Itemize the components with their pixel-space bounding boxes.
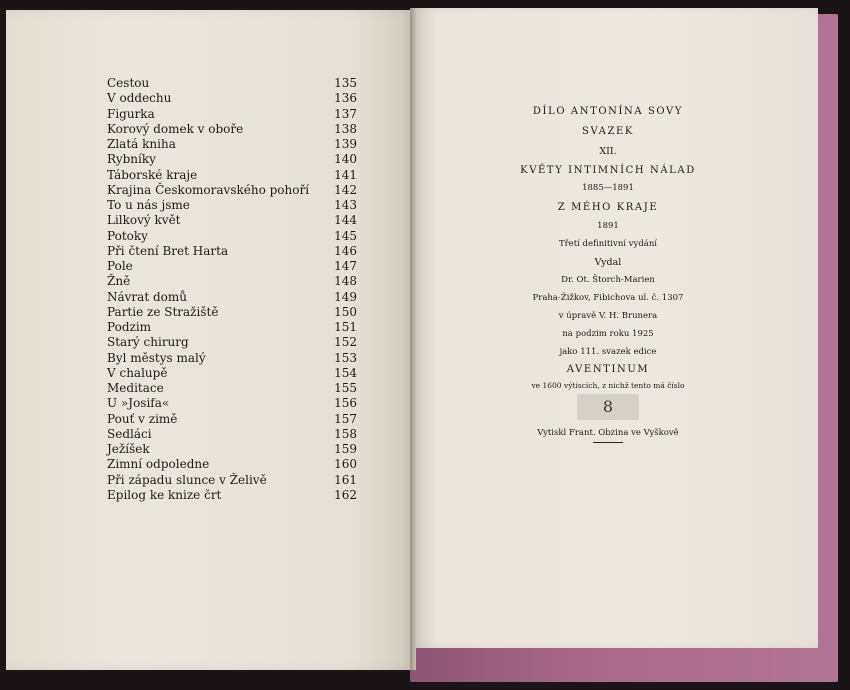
- toc-entry: [107, 107, 357, 122]
- toc-entry: [107, 351, 357, 366]
- toc-entry-page: 138: [334, 121, 357, 136]
- toc-entry: [107, 305, 357, 320]
- toc-entry-page: 144: [334, 213, 357, 228]
- toc-entry-page: 137: [334, 106, 357, 121]
- work-years-one: 1885—1891: [582, 183, 634, 193]
- toc-entry: [107, 488, 357, 503]
- toc-entry-page: 161: [334, 472, 357, 487]
- toc-entry-page: 141: [334, 167, 357, 182]
- toc-entry-title: Pouť v zimě: [107, 411, 178, 426]
- toc-entry: [107, 290, 357, 305]
- copy-number: 8: [577, 394, 639, 420]
- toc-entry-title: U »Josifa«: [107, 396, 170, 411]
- toc-entry-title: Meditace: [107, 381, 164, 395]
- toc-entry: [107, 366, 357, 381]
- publication-date: na podzim roku 1925: [562, 329, 654, 339]
- printer-credit: Vytiskl Frant. Obzina ve Vyškově: [537, 428, 679, 438]
- toc-entry: [107, 244, 357, 259]
- closing-rule: [593, 442, 623, 443]
- toc-entry-page: 149: [334, 289, 357, 304]
- toc-entry-page: 135: [334, 76, 357, 90]
- toc-entry: [107, 213, 357, 228]
- toc-entry-page: 158: [334, 426, 357, 441]
- toc-entry-page: 159: [334, 442, 357, 456]
- toc-entry: [107, 335, 357, 350]
- toc-entry-title: Byl městys malý: [107, 350, 206, 365]
- toc-entry-page: 136: [334, 91, 357, 106]
- toc-entry-page: 143: [334, 198, 357, 212]
- publisher-name: Dr. Ot. Štorch-Marien: [561, 275, 655, 285]
- toc-entry-title: Žně: [107, 274, 131, 289]
- work-title-one: KVĚTY INTIMNÍCH NÁLAD: [520, 165, 696, 176]
- work-title-two: Z MÉHO KRAJE: [557, 202, 659, 213]
- book-gutter: [410, 8, 416, 670]
- toc-entry: [107, 76, 357, 91]
- toc-entry-title: Starý chirurg: [107, 335, 189, 350]
- toc-entry-page: 150: [334, 304, 357, 319]
- toc-entry: [107, 229, 357, 244]
- toc-entry: [107, 320, 357, 335]
- work-year-two: 1891: [597, 221, 619, 231]
- toc-entry: [107, 91, 357, 106]
- toc-entry: [107, 381, 357, 396]
- toc-entry-page: 139: [334, 137, 357, 151]
- toc-entry: [107, 198, 357, 213]
- edition-note: jako 111. svazek edice: [559, 347, 657, 357]
- toc-entry-title: Při západu slunce v Želivě: [107, 472, 267, 487]
- toc-entry-page: 142: [334, 182, 357, 197]
- toc-entry: [107, 396, 357, 411]
- toc-entry-title: Podzim: [107, 320, 152, 334]
- toc-entry-title: Táborské kraje: [107, 167, 198, 182]
- publisher-address: Praha-Žižkov, Fibichova ul. č. 1307: [532, 293, 684, 303]
- imprint-block: [470, 106, 746, 443]
- toc-entry-page: 151: [334, 320, 357, 334]
- toc-entry-title: Ježíšek: [107, 442, 150, 456]
- published-by-label: Vydal: [594, 257, 622, 268]
- toc-entry-page: 162: [334, 487, 357, 502]
- toc-entry-title: Cestou: [107, 76, 150, 90]
- toc-entry-title: V oddechu: [107, 91, 172, 106]
- toc-entry: [107, 168, 357, 183]
- toc-entry-title: Korový domek v oboře: [107, 121, 244, 136]
- toc-entry-title: Epilog ke knize črt: [107, 487, 222, 502]
- toc-entry-page: 152: [334, 335, 357, 350]
- toc-entry-page: 146: [334, 243, 357, 258]
- toc-entry-title: Zlatá kniha: [107, 137, 176, 151]
- toc-entry-title: Rybníky: [107, 152, 156, 167]
- series-title: DÍLO ANTONÍNA SOVY: [532, 106, 684, 117]
- toc-entry-page: 153: [334, 350, 357, 365]
- toc-entry-title: Lilkový květ: [107, 213, 181, 228]
- toc-entry-page: 157: [334, 411, 357, 426]
- toc-entry-title: V chalupě: [107, 365, 168, 380]
- toc-entry-title: To u nás jsme: [107, 198, 190, 212]
- volume-number: XII.: [599, 146, 617, 157]
- edition-statement: Třetí definitivní vydání: [558, 239, 658, 249]
- editor-credit: v úpravě V. H. Brunera: [558, 311, 658, 321]
- toc-entry-page: 145: [334, 228, 357, 243]
- toc-entry-title: Návrat domů: [107, 289, 187, 304]
- toc-entry-title: Figurka: [107, 106, 155, 121]
- volume-label: SVAZEK: [582, 126, 634, 137]
- toc-entry-title: Partie ze Stražiště: [107, 304, 219, 319]
- toc-entry-page: 154: [334, 365, 357, 380]
- toc-entry-page: 148: [334, 274, 357, 289]
- toc-entry-title: Při čtení Bret Harta: [107, 243, 229, 258]
- toc-entry-page: 147: [334, 259, 357, 273]
- toc-entry-page: 156: [334, 396, 357, 411]
- toc-entry-title: Potoky: [107, 228, 148, 243]
- toc-entry: [107, 274, 357, 289]
- toc-entry: [107, 183, 357, 198]
- imprint-name: AVENTINUM: [566, 364, 650, 375]
- toc-entry-title: Pole: [107, 259, 133, 273]
- toc-entry: [107, 427, 357, 442]
- toc-entry-page: 155: [334, 381, 357, 395]
- table-of-contents: [107, 76, 357, 503]
- toc-entry: [107, 152, 357, 167]
- toc-entry: [107, 442, 357, 457]
- toc-entry-page: 140: [334, 152, 357, 167]
- toc-entry-title: Krajina Českomoravského pohoří: [107, 182, 310, 197]
- toc-entry-title: Sedláci: [107, 426, 152, 441]
- toc-entry: [107, 473, 357, 488]
- toc-entry: [107, 457, 357, 472]
- toc-entry-page: 160: [334, 457, 357, 472]
- toc-entry-title: Zimní odpoledne: [107, 457, 210, 472]
- toc-entry: [107, 122, 357, 137]
- toc-entry: [107, 412, 357, 427]
- toc-entry: [107, 259, 357, 274]
- toc-entry: [107, 137, 357, 152]
- print-run-note: ve 1600 výtiscích, z nichž tento má číslo: [531, 381, 685, 390]
